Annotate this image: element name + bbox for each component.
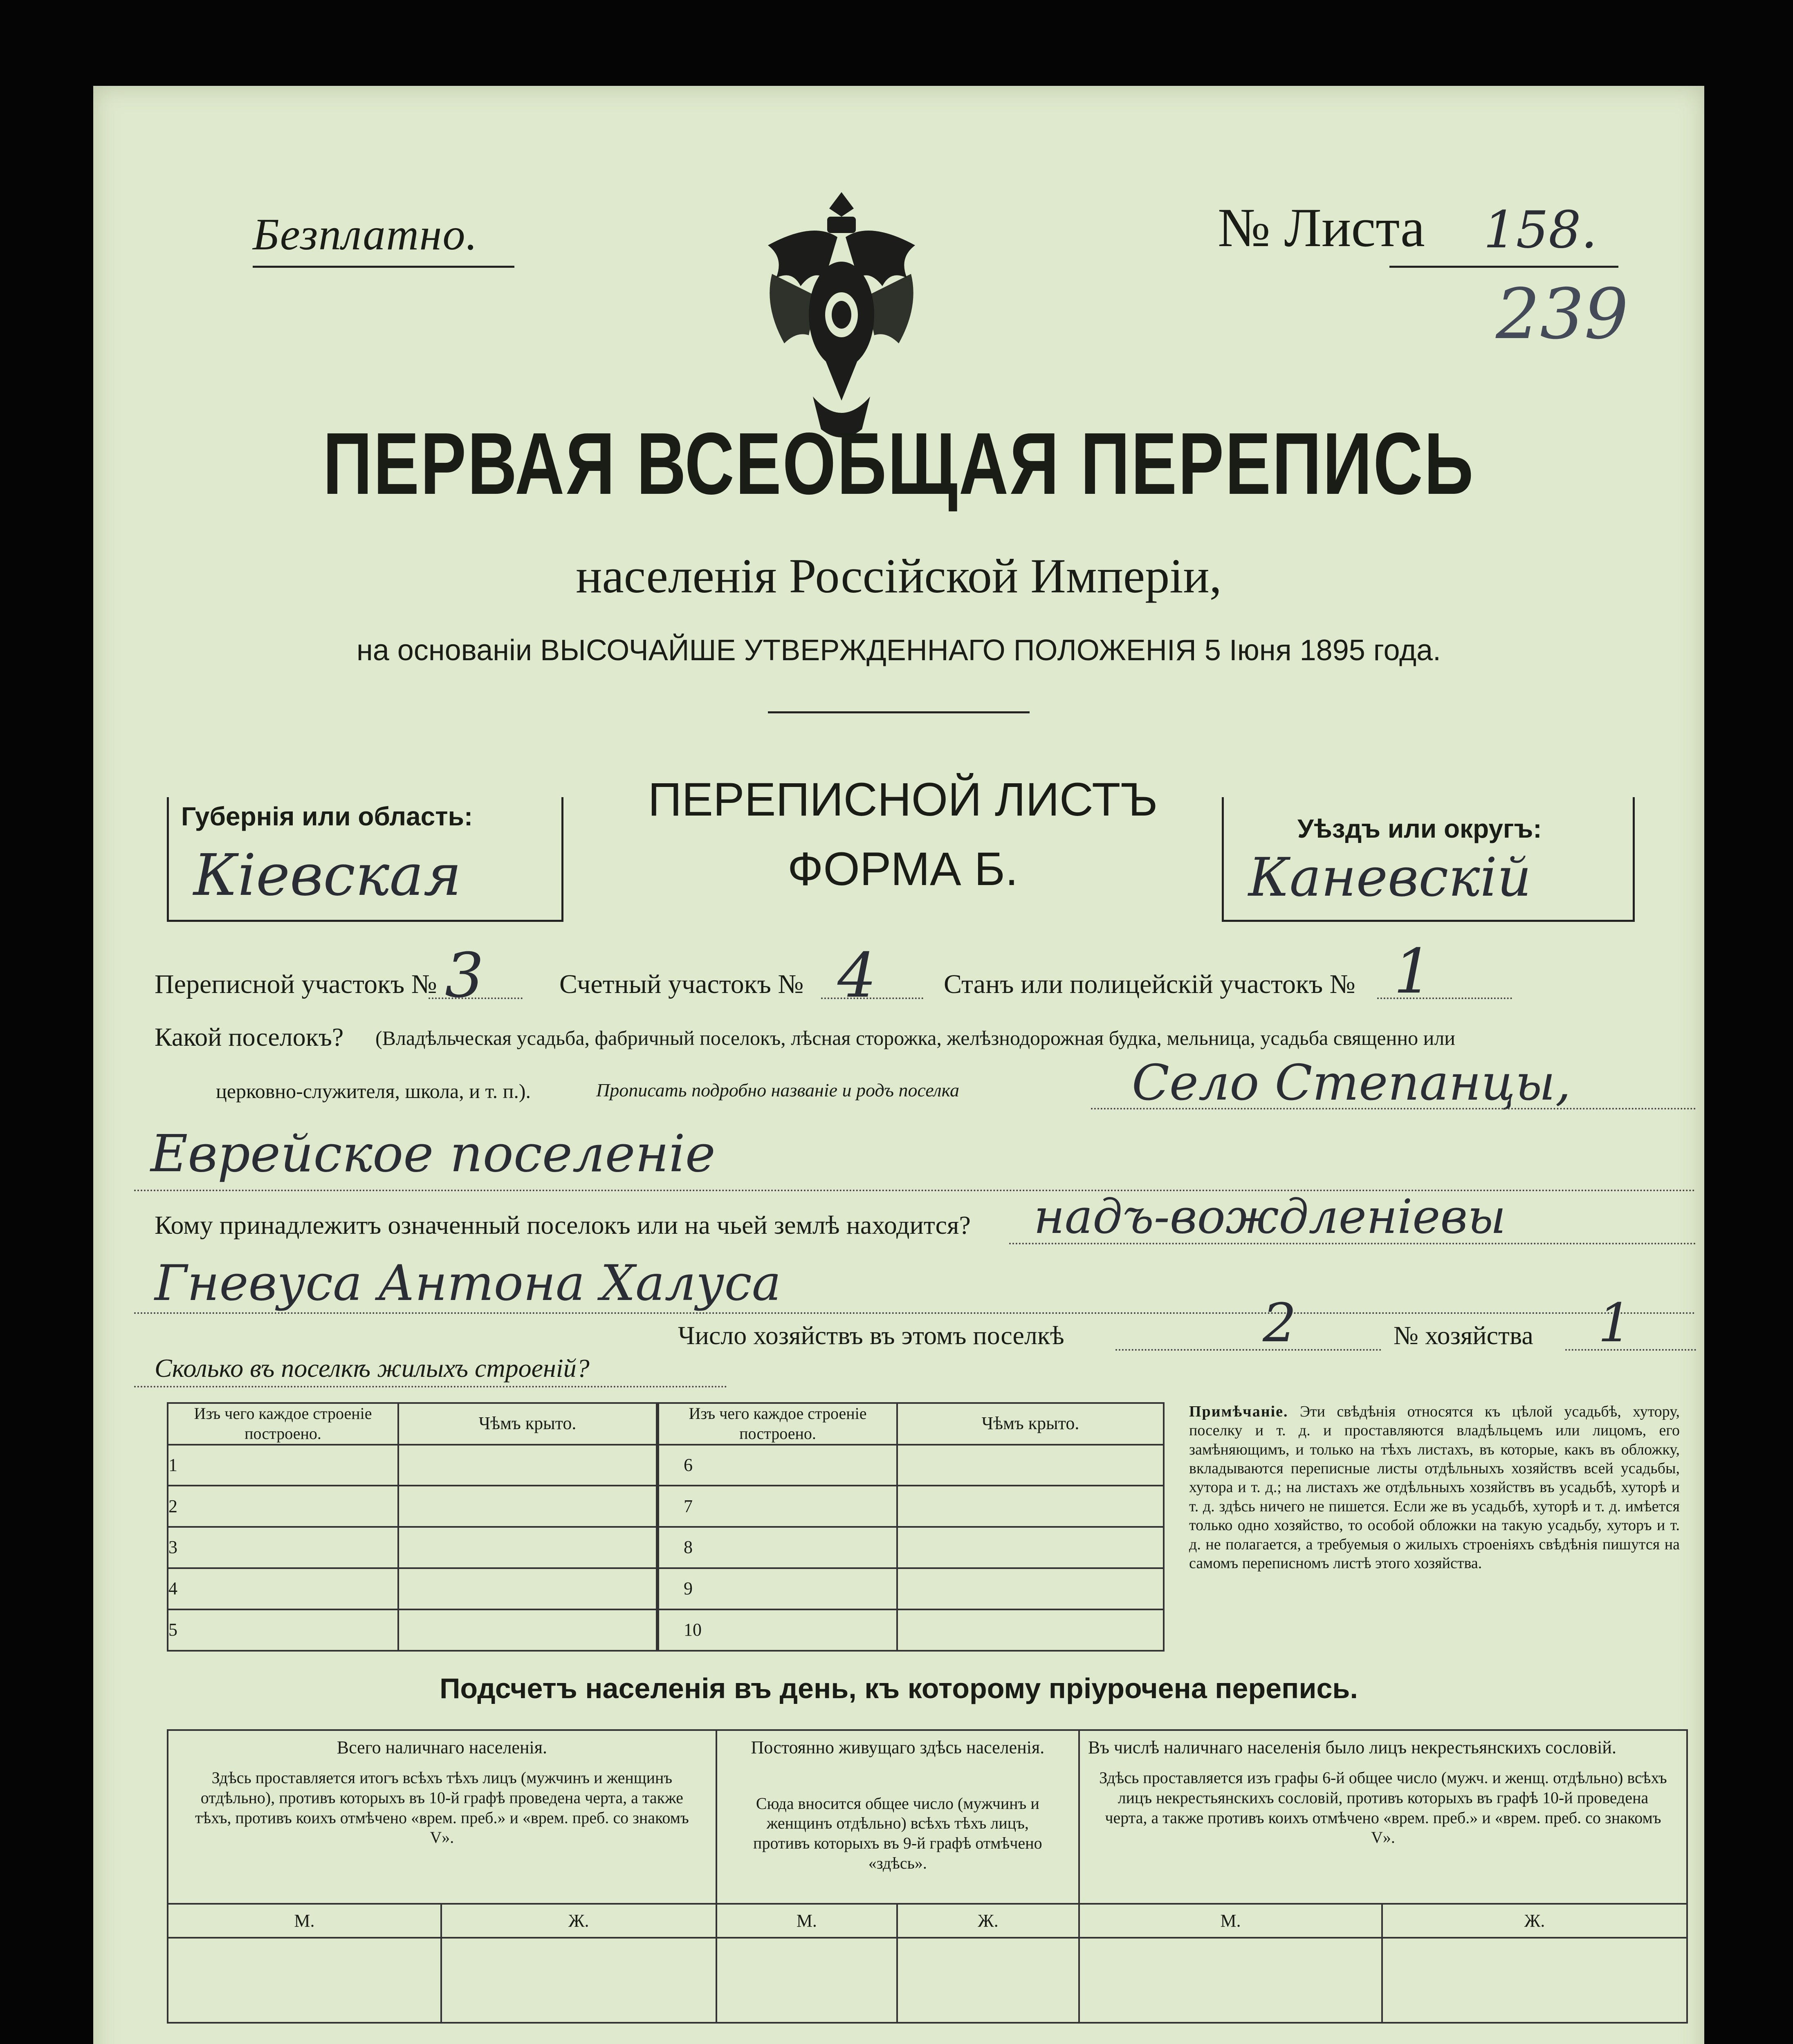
building-row-4: 4 <box>168 1568 398 1609</box>
settlement-value-1: Село Степанцы, <box>1132 1055 1571 1112</box>
owner-value-2: Гневуса Антона Халуса <box>155 1255 781 1312</box>
buildings-label: Сколько въ поселкѣ жилыхъ строеній? <box>155 1354 590 1383</box>
population-nonpeasant-m-head: М. <box>1079 1904 1382 1938</box>
free-label: Безплатно. <box>253 209 478 259</box>
census-district-value: 3 <box>445 940 484 1011</box>
census-form-sheet <box>93 86 1704 2044</box>
buildings-col-material: Изъ чего каждое строеніе построено. <box>168 1403 398 1445</box>
form-title: ПЕРЕПИСНОЙ ЛИСТЪ <box>648 773 1158 826</box>
sheet-number-value: 158. <box>1483 200 1598 260</box>
building-row-10: 10 <box>658 1609 897 1651</box>
archive-number: 239 <box>1496 274 1629 355</box>
stan-value: 1 <box>1394 936 1433 1007</box>
basis-line: на основаніи ВЫСОЧАЙШЕ УТВЕРЖДЕННАГО ПОЛОЖЕНІЯ 5 Іюня 1895 года. <box>356 634 1441 667</box>
buildings-table-right <box>658 1402 1165 1652</box>
owner-value-1: надъ-вождленіевы <box>1034 1190 1506 1244</box>
population-col-total-head: Всего наличнаго населенія. <box>168 1730 716 1764</box>
building-row-3: 3 <box>168 1527 398 1568</box>
population-cell <box>716 1938 897 2023</box>
building-roof-cell <box>398 1486 657 1527</box>
building-roof-cell <box>897 1568 1164 1609</box>
buildings-col-material: Изъ чего каждое строеніе построено. <box>658 1403 897 1445</box>
owner-label: Кому принадлежитъ означенный поселокъ или на чьей землѣ находится? <box>155 1210 971 1239</box>
settlement-value-2: Еврейское поселеніе <box>150 1124 716 1183</box>
settlement-hint: (Владѣльческая усадьба, фабричный поселокъ, лѣсная сторожка, желѣзнодорожная будка, мельница, усадьба священно или <box>375 1026 1456 1049</box>
population-col-nonpeasant-head: Въ числѣ наличнаго населенія было лицъ некрестьянскихъ сословій. <box>1079 1730 1687 1764</box>
form-subtitle: ФОРМА Б. <box>787 843 1019 895</box>
building-row-7: 7 <box>658 1486 897 1527</box>
population-cell <box>1079 1938 1382 2023</box>
building-row-6: 6 <box>658 1445 897 1486</box>
note-block <box>1189 1402 1680 1573</box>
population-cell <box>441 1938 716 2023</box>
building-roof-cell <box>897 1486 1164 1527</box>
building-roof-cell <box>398 1445 657 1486</box>
population-nonpeasant-f-head: Ж. <box>1382 1904 1687 1938</box>
households-value: 2 <box>1263 1292 1297 1354</box>
building-roof-cell <box>398 1609 657 1651</box>
population-heading: Подсчетъ населенія въ день, къ которому пріурочена перепись. <box>440 1672 1358 1704</box>
subtitle: населенія Россійской Имперіи, <box>576 549 1222 603</box>
district-value: Каневскій <box>1248 846 1532 908</box>
building-row-8: 8 <box>658 1527 897 1568</box>
population-permanent-f-head: Ж. <box>897 1904 1079 1938</box>
population-total-m-head: М. <box>168 1904 441 1938</box>
count-district-label: Счетный участокъ № <box>559 969 804 999</box>
district-label: Уѣздъ или округъ: <box>1297 814 1542 843</box>
building-roof-cell <box>398 1527 657 1568</box>
building-row-2: 2 <box>168 1486 398 1527</box>
buildings-col-roof: Чѣмъ крыто. <box>398 1403 657 1445</box>
settlement-label: Какой поселокъ? <box>155 1022 344 1051</box>
settlement-hint-2: церковно-служителя, школа, и т. п.). <box>216 1080 531 1103</box>
population-col-permanent-head: Постоянно живущаго здѣсь населенія. <box>716 1730 1079 1764</box>
building-roof-cell <box>897 1527 1164 1568</box>
province-label: Губернія или область: <box>181 802 473 831</box>
building-roof-cell <box>398 1568 657 1609</box>
building-row-9: 9 <box>658 1568 897 1609</box>
population-col-permanent-text: Сюда вносится общее число (мужчинъ и женщинъ отдѣльно) всѣхъ тѣхъ лицъ, противъ которыхъ въ 9-й графѣ отмѣчено «здѣсь». <box>716 1764 1079 1904</box>
building-roof-cell <box>897 1445 1164 1486</box>
settlement-hint-italic: Прописать подробно названіе и родъ поселка <box>596 1080 959 1100</box>
household-number-label: № хозяйства <box>1394 1321 1533 1350</box>
population-permanent-m-head: М. <box>716 1904 897 1938</box>
province-box <box>167 797 563 922</box>
buildings-table-left <box>167 1402 658 1652</box>
households-label: Число хозяйствъ въ этомъ поселкѣ <box>678 1321 1064 1350</box>
population-cell <box>897 1938 1079 2023</box>
household-number-value: 1 <box>1598 1292 1632 1354</box>
note-lead: Примѣчаніе. <box>1189 1403 1288 1420</box>
buildings-col-roof: Чѣмъ крыто. <box>897 1403 1164 1445</box>
population-col-nonpeasant-text: Здѣсь проставляется изъ графы 6-й общее число (мужч. и женщ. отдѣльно) всѣхъ лицъ некрестьянскихъ сословій, противъ которыхъ въ графѣ 10-й проведена черта, а также противъ коихъ отмѣчено «врем. преб.» и «врем. преб. со знакомъ V». <box>1079 1764 1687 1904</box>
population-cell <box>168 1938 441 2023</box>
main-title: ПЕРВАЯ ВСЕОБЩАЯ ПЕРЕПИСЬ <box>323 414 1475 513</box>
sheet-number-label: № Листа <box>1218 197 1425 258</box>
census-district-label: Переписной участокъ № <box>155 969 437 999</box>
note-text: Эти свѣдѣнія относятся къ цѣлой усадьбѣ, хутору, поселку и т. д. и проставляются владѣльцемъ или лицомъ, его замѣняющимъ, и только на тѣхъ листахъ, въ которые, какъ въ обложку, вкладываются переписные листы отдѣльныхъ хозяйствъ всей усадьбы, хутора и т. д.; на листахъ же отдѣльныхъ хозяйствъ въ усадьбѣ, хуторѣ и т. д. здѣсь ничего не пишется. Если же въ усадьбѣ, хуторѣ и т. д. имѣется только одно хозяйство, то особой обложки на такую усадьбу, хуторъ и т. д. не полагается, а требуемыя о жилыхъ строеніяхъ свѣдѣнія пишутся на самомъ переписномъ листѣ этого хозяйства. <box>1189 1403 1680 1572</box>
population-total-f-head: Ж. <box>441 1904 716 1938</box>
population-cell <box>1382 1938 1687 2023</box>
district-box <box>1222 797 1635 922</box>
building-roof-cell <box>897 1609 1164 1651</box>
population-table <box>167 1729 1688 2024</box>
stan-label: Станъ или полицейскій участокъ № <box>944 969 1355 999</box>
count-district-value: 4 <box>837 940 877 1011</box>
building-row-1: 1 <box>168 1445 398 1486</box>
province-value: Кіевская <box>193 842 462 909</box>
population-col-total-text: Здѣсь проставляется итогъ всѣхъ тѣхъ лицъ (мужчинъ и женщинъ отдѣльно), противъ которыхъ въ 10-й графѣ проведена черта, а также тѣхъ, противъ коихъ отмѣчено «врем. преб.» и «врем. преб. со знакомъ V». <box>168 1764 716 1904</box>
building-row-5: 5 <box>168 1609 398 1651</box>
